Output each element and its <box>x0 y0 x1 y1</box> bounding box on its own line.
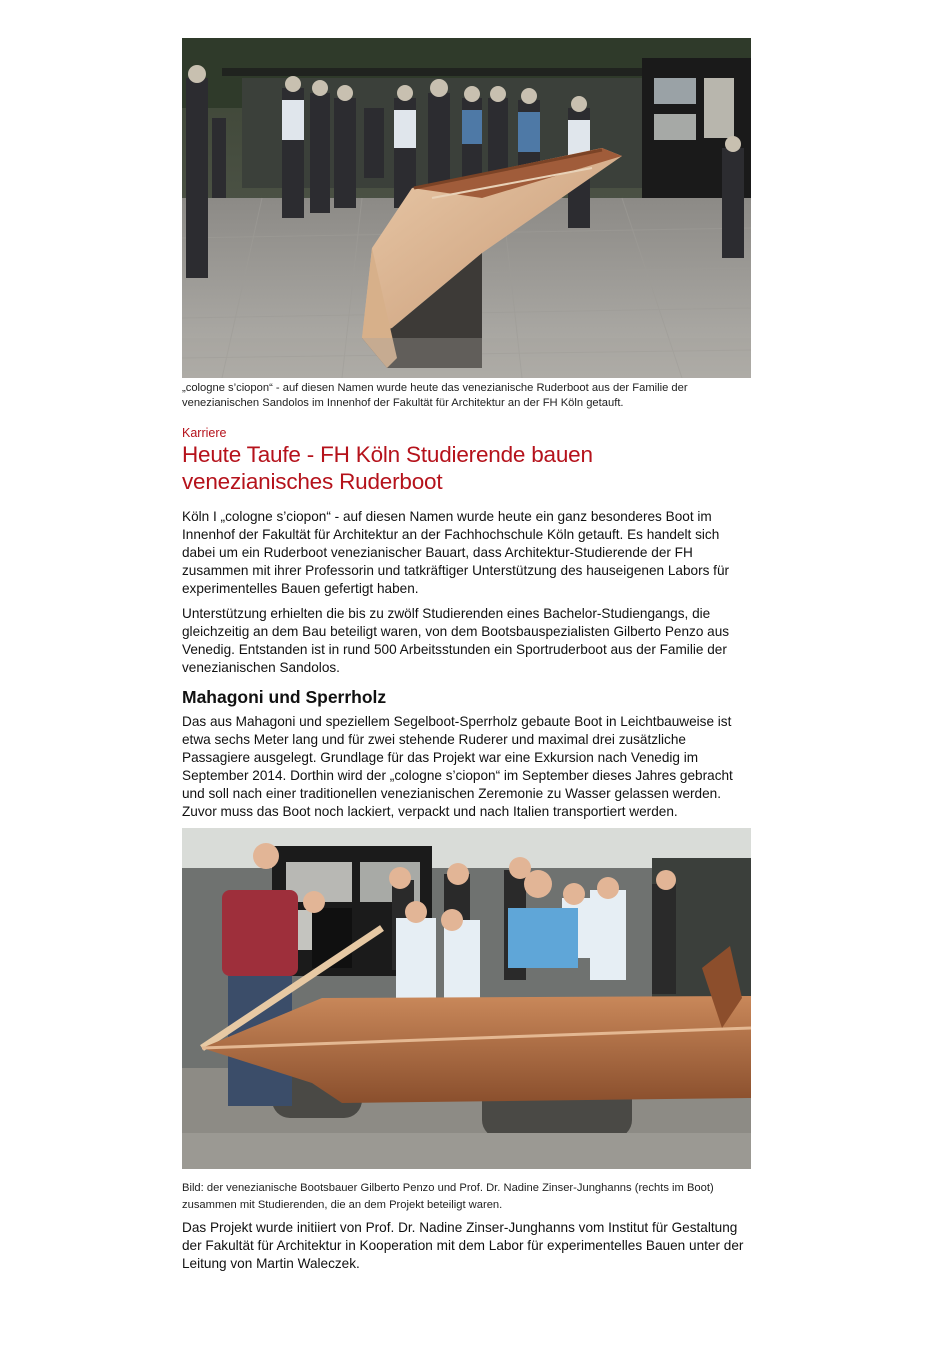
article-page <box>182 38 752 1273</box>
headline-line-1: Heute Taufe - FH Köln Studierende bauen <box>182 442 593 467</box>
group-boat-photo <box>182 828 751 1169</box>
boat-courtyard-image <box>182 38 751 378</box>
section-subhead: Mahagoni und Sperrholz <box>182 687 387 707</box>
headline-line-2: venezianisches Ruderboot <box>182 469 443 494</box>
category-kicker[interactable]: Karriere <box>182 426 227 440</box>
article-paragraph-4: Das Projekt wurde initiiert von Prof. Dr. Nadine Zinser-Junghanns vom Institut für Gestaltung der Fakultät für Architektur in Kooperation mit dem Labor für experimentelles Bauen unter der Leitung von Martin Waleczek. <box>182 1220 744 1271</box>
article-headline <box>182 441 752 495</box>
article-paragraph-3: Das aus Mahagoni und speziellem Segelboot-Sperrholz gebaute Boot in Leichtbauweise ist etwa sechs Meter lang und für zwei stehende Ruderer und maximal drei zusätzliche Passagiere ausgelegt. Grundlage für das Projekt war eine Exkursion nach Venedig im September 2014. Dorthin wird der „cologne s’ciopon“ im September dieses Jahres gebracht und soll nach einer traditionellen venezianischen Zeremonie zu Wasser gelassen werden. Zuvor muss das Boot noch lackiert, verpackt und nach Italien transportiert werden. <box>182 714 733 819</box>
article-paragraph-2: Unterstützung erhielten die bis zu zwölf Studierenden eines Bachelor-Studiengangs, die gleichzeitig an dem Bau beteiligt waren, von dem Bootsbauspezialisten Gilberto Penzo aus Venedig. Entstanden ist in rund 500 Arbeitsstunden ein Sportruderboot aus der Familie der venezianischen Sandolos. <box>182 606 730 675</box>
photo-caption: „cologne s’ciopon“ - auf diesen Namen wurde heute das venezianische Ruderboot aus der Familie der venezianischen Sandolos im Innenhof der Fakultät für Architektur an der FH Köln getauft. <box>182 382 688 409</box>
boat-courtyard-photo <box>182 38 751 378</box>
photo-caption-2: Bild: der venezianische Bootsbauer Gilberto Penzo und Prof. Dr. Nadine Zinser-Junghanns (rechts im Boot) zusammen mit Studierenden, die an dem Projekt beteiligt waren. <box>182 1182 714 1211</box>
article-paragraph-1: Köln I „cologne s’ciopon“ - auf diesen Namen wurde heute ein ganz besonderes Boot im Innenhof der Fakultät für Architektur an der Fachhochschule Köln getauft. Es handelt sich dabei um ein Ruderboot venezianischer Bauart, dass Architektur-Studierende der FH zusammen mit ihrer Professorin und tatkräftiger Unterstützung des hauseigenen Labors für experimentelles Bauen gefertigt haben. <box>182 509 730 596</box>
group-boat-image <box>182 828 751 1169</box>
